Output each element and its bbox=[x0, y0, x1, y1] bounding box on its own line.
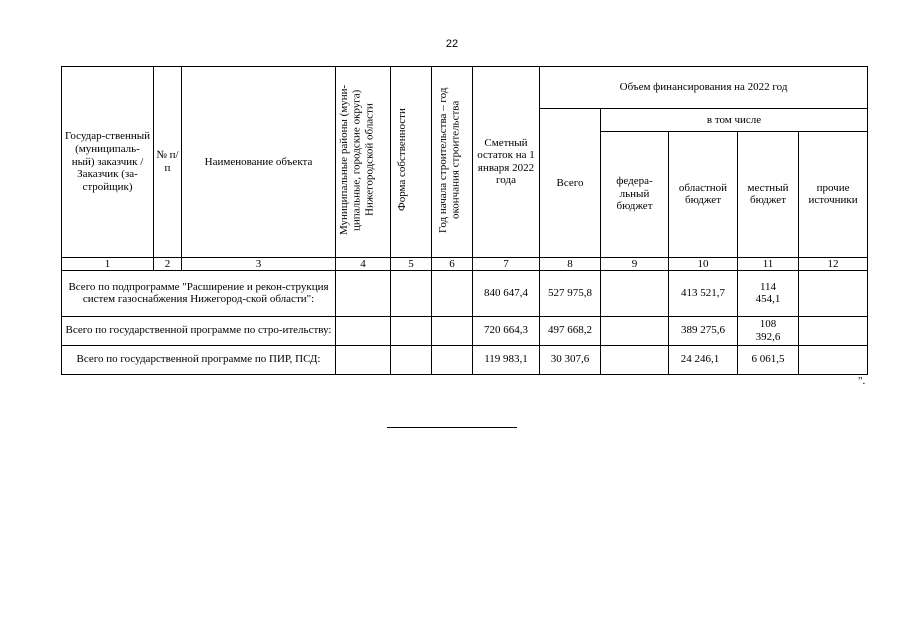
header-municipality bbox=[336, 67, 391, 258]
row-estimate: 720 664,3 bbox=[473, 316, 540, 345]
header-regional: областной бюджет bbox=[669, 131, 738, 257]
column-number: 5 bbox=[391, 257, 432, 270]
header-years-text: Год начала строительства – год окончания строительства bbox=[437, 87, 462, 233]
row-years bbox=[432, 345, 473, 374]
row-label: Всего по подпрограмме "Расширение и рекон-струкция систем газоснабжения Нижегород-ской области": bbox=[62, 270, 336, 316]
header-object-name: Наименование объекта bbox=[182, 67, 336, 258]
closing-quote-mark: ". bbox=[858, 375, 866, 387]
header-financing-group: Объем финансирования на 2022 год bbox=[540, 67, 868, 109]
row-total: 30 307,6 bbox=[540, 345, 601, 374]
header-federal: федера-льный бюджет bbox=[601, 131, 669, 257]
column-number: 7 bbox=[473, 257, 540, 270]
row-total: 497 668,2 bbox=[540, 316, 601, 345]
header-including: в том числе bbox=[601, 109, 868, 132]
row-estimate: 119 983,1 bbox=[473, 345, 540, 374]
header-ownership bbox=[391, 67, 432, 258]
row-ownership bbox=[391, 345, 432, 374]
row-local: 6 061,5 bbox=[738, 345, 799, 374]
row-regional: 24 246,1 bbox=[669, 345, 738, 374]
table-row bbox=[62, 345, 868, 374]
row-years bbox=[432, 270, 473, 316]
row-municipality bbox=[336, 270, 391, 316]
column-number: 8 bbox=[540, 257, 601, 270]
header-total: Всего bbox=[540, 109, 601, 258]
header-years bbox=[432, 67, 473, 258]
column-number: 12 bbox=[799, 257, 868, 270]
column-number: 2 bbox=[154, 257, 182, 270]
column-number: 4 bbox=[336, 257, 391, 270]
row-label: Всего по государственной программе по ПИР, ПСД: bbox=[62, 345, 336, 374]
column-number: 6 bbox=[432, 257, 473, 270]
row-ownership bbox=[391, 316, 432, 345]
row-total: 527 975,8 bbox=[540, 270, 601, 316]
column-number: 9 bbox=[601, 257, 669, 270]
header-municipality-text: Муниципальные районы (муни-ципальные, городские округа) Нижегородской области bbox=[338, 84, 376, 236]
header-estimate-balance: Сметный остаток на 1 января 2022 года bbox=[473, 67, 540, 258]
column-number-row bbox=[62, 257, 868, 270]
column-number: 11 bbox=[738, 257, 799, 270]
separator-line bbox=[387, 427, 517, 428]
column-number: 1 bbox=[62, 257, 154, 270]
row-local: 114 454,1 bbox=[738, 270, 799, 316]
header-other: прочие источники bbox=[799, 131, 868, 257]
row-ownership bbox=[391, 270, 432, 316]
column-number: 10 bbox=[669, 257, 738, 270]
row-other bbox=[799, 345, 868, 374]
financing-table bbox=[61, 66, 868, 375]
row-regional: 389 275,6 bbox=[669, 316, 738, 345]
row-federal bbox=[601, 345, 669, 374]
header-customer: Государ-ственный (муниципаль-ный) заказчик / Заказчик (за-стройщик) bbox=[62, 67, 154, 258]
row-local: 108 392,6 bbox=[738, 316, 799, 345]
row-label: Всего по государственной программе по стро-ительству: bbox=[62, 316, 336, 345]
table-row bbox=[62, 316, 868, 345]
table-row bbox=[62, 270, 868, 316]
row-other bbox=[799, 270, 868, 316]
row-federal bbox=[601, 270, 669, 316]
column-number: 3 bbox=[182, 257, 336, 270]
page-number: 22 bbox=[445, 38, 459, 50]
row-regional: 413 521,7 bbox=[669, 270, 738, 316]
row-estimate: 840 647,4 bbox=[473, 270, 540, 316]
header-ownership-text: Форма собственности bbox=[396, 108, 408, 212]
row-municipality bbox=[336, 345, 391, 374]
row-years bbox=[432, 316, 473, 345]
row-other bbox=[799, 316, 868, 345]
row-municipality bbox=[336, 316, 391, 345]
row-federal bbox=[601, 316, 669, 345]
header-number: № п/п bbox=[154, 67, 182, 258]
header-local: местный бюджет bbox=[738, 131, 799, 257]
